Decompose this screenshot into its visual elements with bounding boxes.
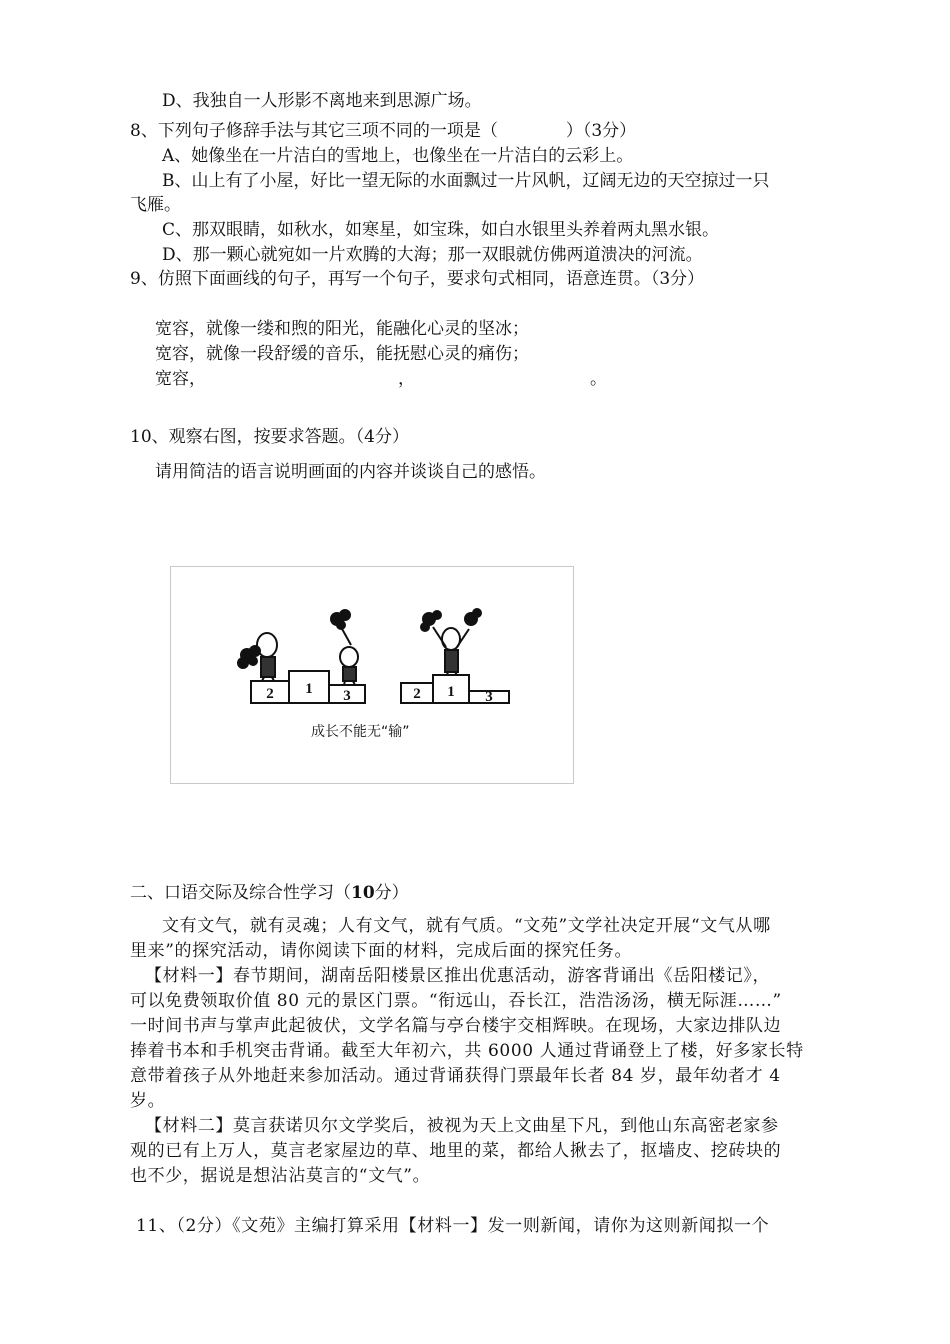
- section2-heading-score: 10: [351, 883, 375, 903]
- q8-option-a: A、她像坐在一片洁白的雪地上，也像坐在一片洁白的云彩上。: [162, 146, 634, 166]
- material1-line-4: 捧着书本和手机突击背诵。截至大年初六，共 6000 人通过背诵登上了楼，好多家长特: [130, 1041, 804, 1061]
- q9-answer-comma: ，: [398, 369, 415, 389]
- q9-example-1: 宽容，就像一缕和煦的阳光，能融化心灵的坚冰；: [155, 319, 529, 339]
- q10-prompt: 请用简洁的语言说明画面的内容并谈谈自己的感悟。: [155, 462, 546, 482]
- q9-example-2: 宽容，就像一段舒缓的音乐，能抚慰心灵的痛伤；: [155, 344, 529, 364]
- q9-answer-end: 。: [590, 369, 607, 389]
- q8-option-b-cont: 飞雁。: [130, 195, 181, 215]
- material1-line-2: 可以免费领取价值 80 元的景区门票。“衔远山，吞长江，浩浩汤汤，横无际涯……”: [130, 991, 782, 1011]
- section2-heading: [130, 882, 409, 904]
- section2-heading-suffix: 分）: [374, 883, 409, 903]
- figure-caption: 成长不能无“输”: [311, 724, 410, 740]
- section2-intro-1: 文有文气，就有灵魂；人有文气，就有气质。“文苑”文学社决定开展“文气从哪: [162, 916, 771, 936]
- q7-option-d: D、我独自一人形影不离地来到思源广场。: [162, 91, 482, 111]
- q9-answer-line: [155, 368, 607, 390]
- material2-line-2: 观的已有上万人，莫言老家屋边的草、地里的菜，都给人揪去了，抠墙皮、挖砖块的: [130, 1141, 782, 1161]
- q10-stem: 10、观察右图，按要求答题。（4分）: [130, 427, 409, 447]
- left-runner-second: [257, 633, 277, 681]
- q8-stem: 8、下列句子修辞手法与其它三项不同的一项是（ ）（3分）: [130, 121, 637, 141]
- right-podium-number-1: 1: [447, 684, 455, 700]
- right-runner-first: [433, 627, 469, 675]
- q8-option-c: C、那双眼睛，如秋水，如寒星，如宝珠，如白水银里头养着两丸黑水银。: [162, 220, 720, 240]
- left-bouquet: [237, 645, 261, 669]
- section2-intro-2: 里来”的探究活动，请你阅读下面的材料，完成后面的探究任务。: [130, 941, 633, 961]
- material2-line-1: 【材料二】莫言获诺贝尔文学奖后，被视为天上文曲星下凡，到他山东高密老家参: [145, 1116, 779, 1136]
- material1-line-1: 【材料一】春节期间，湖南岳阳楼景区推出优惠活动，游客背诵出《岳阳楼记》，: [145, 966, 771, 986]
- right-podium-number-2: 2: [413, 686, 421, 702]
- q9-stem: 9、仿照下面画线的句子，再写一个句子，要求句式相同，语意连贯。（3分）: [130, 269, 705, 289]
- material2-line-3: 也不少，据说是想沾沾莫言的“文气”。: [130, 1166, 431, 1186]
- section2-heading-prefix: 二、口语交际及综合性学习（: [130, 883, 351, 903]
- cartoon-figure: [170, 566, 574, 784]
- left-podium-number-2: 2: [266, 686, 274, 702]
- left-podium-number-3: 3: [343, 688, 351, 704]
- right-podium-number-3: 3: [485, 689, 493, 705]
- q9-answer-start: 宽容，: [155, 369, 206, 389]
- left-third-bouquet: [330, 609, 351, 630]
- q8-option-b: B、山上有了小屋，好比一望无际的水面飘过一片风帆，辽阔无边的天空掠过一只: [162, 171, 770, 191]
- material1-line-3: 一时间书声与掌声此起彼伏，文学名篇与亭台楼宇交相辉映。在现场，大家边排队边: [130, 1016, 782, 1036]
- left-podium-number-1: 1: [305, 681, 313, 697]
- q11-stem: 11、（2分）《文苑》主编打算采用【材料一】发一则新闻，请你为这则新闻拟一个: [136, 1216, 770, 1236]
- q8-option-d: D、那一颗心就宛如一片欢腾的大海；那一双眼就仿佛两道溃决的河流。: [162, 245, 703, 265]
- material1-line-5: 意带着孩子从外地赶来参加活动。通过背诵获得门票最年长者 84 岁，最年幼者才 4: [130, 1066, 781, 1086]
- podium-cartoon: [171, 567, 573, 783]
- material1-line-6: 岁。: [130, 1091, 166, 1111]
- left-runner-third: [340, 627, 358, 685]
